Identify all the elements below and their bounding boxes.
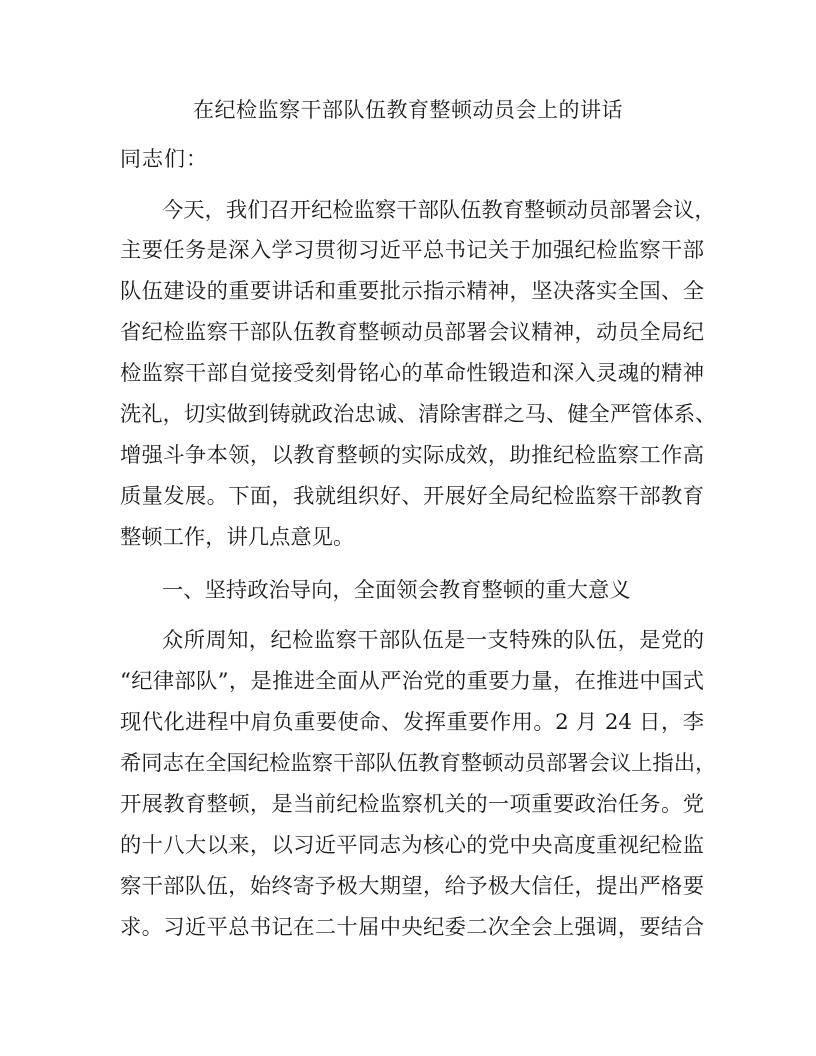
section-heading: 一、坚持政治导向，全面领会教育整顿的重大意义 <box>162 578 631 603</box>
salutation: 同志们： <box>120 147 208 171</box>
paragraph-line: 增强斗争本领，以教育整顿的实际成效，助推纪检监察工作高 <box>120 443 704 468</box>
paragraph-line: 开展教育整顿，是当前纪检监察机关的一项重要政治任务。党 <box>120 792 704 817</box>
paragraph-line: 今天，我们召开纪检监察干部队伍教育整顿动员部署会议， <box>162 198 716 223</box>
paragraph-line: 队伍建设的重要讲话和重要批示指示精神，坚决落实全国、全 <box>120 279 704 304</box>
paragraph-line: “纪律部队”，是推进全面从严治党的重要力量，在推进中国式 <box>120 669 704 694</box>
paragraph-line: 整顿工作，讲几点意见。 <box>120 525 355 550</box>
paragraph-line: 察干部队伍，始终寄予极大期望，给予极大信任，提出严格要 <box>120 874 704 899</box>
paragraph-line: 希同志在全国纪检监察干部队伍教育整顿动员部署会议上指出， <box>120 751 717 776</box>
paragraph-line: 众所周知，纪检监察干部队伍是一支特殊的队伍，是党的 <box>162 628 704 653</box>
document-title: 在纪检监察干部队伍教育整顿动员会上的讲话 <box>193 98 623 122</box>
paragraph-line: 求。习近平总书记在二十届中央纪委二次全会上强调，要结合 <box>120 915 704 940</box>
paragraph-line: 质量发展。下面，我就组织好、开展好全局纪检监察干部教育 <box>120 484 704 509</box>
paragraph-line: 洗礼，切实做到铸就政治忠诚、清除害群之马、健全严管体系、 <box>120 402 717 427</box>
paragraph-line: 现代化进程中肩负重要使命、发挥重要作用。2 月 24 日，李 <box>120 710 704 735</box>
paragraph-line: 省纪检监察干部队伍教育整顿动员部署会议精神，动员全局纪 <box>120 320 704 345</box>
paragraph-line: 的十八大以来，以习近平同志为核心的党中央高度重视纪检监 <box>120 833 704 858</box>
paragraph-line: 检监察干部自觉接受刻骨铭心的革命性锻造和深入灵魂的精神 <box>120 361 704 386</box>
paragraph-line: 主要任务是深入学习贯彻习近平总书记关于加强纪检监察干部 <box>120 238 704 263</box>
